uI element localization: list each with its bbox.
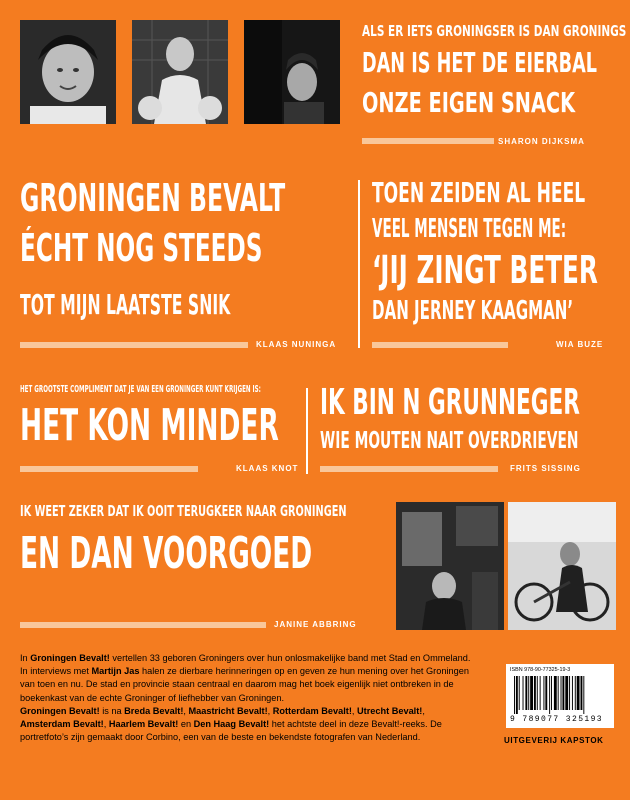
blurb-book-title: Groningen Bevalt! [30, 653, 110, 663]
quote-1-author: SHARON DIJKSMA [498, 137, 585, 146]
barcode-bar [551, 676, 552, 710]
blurb-text: In [20, 653, 31, 663]
quote-2-line-1: GRONINGEN BEVALT [20, 176, 286, 220]
quote-2-accent-bar [20, 342, 248, 348]
blurb-text: is na [99, 705, 125, 716]
barcode-bar [540, 676, 541, 710]
publisher-name: UITGEVERIJ KAPSTOK [504, 736, 604, 745]
blurb-author-name: Martijn Jas [91, 666, 140, 677]
blurb-text: , [267, 705, 273, 716]
quote-4-line-2: HET KON MINDER [20, 400, 279, 451]
blurb-series-title: Rotterdam Bevalt! [272, 705, 352, 716]
barcode-bar [569, 676, 570, 710]
quote-3-line-3: ‘JIJ ZINGT BETER [372, 248, 598, 292]
blurb-text: het achtste deel in deze Bevalt!-reeks. De portretfoto’s zijn gemaakt door Corbino, een van de beste en bekendste fotografen van Nederland. [20, 719, 442, 743]
barcode-bar [558, 676, 559, 710]
barcode-bar [562, 676, 564, 710]
quote-4-line-1: HET GROOTSTE COMPLIMENT DAT JE VAN EEN GRONINGER KUNT KRIJGEN IS: [20, 384, 261, 395]
quote-3-line-4: DAN JERNEY KAAGMAN’ [372, 296, 574, 326]
isbn-label: ISBN 978-90-77325-19-3 [510, 667, 571, 673]
blurb-series-title: Utrecht Bevalt! [357, 705, 423, 716]
quote-4-author: KLAAS KNOT [236, 464, 299, 473]
barcode-bar [519, 676, 520, 710]
quote-2-line-3: TOT MIJN LAATSTE SNIK [20, 288, 231, 321]
barcode-bar [545, 676, 547, 710]
blurb-text: vertellen 33 geboren Groningers over hun onlosmakelijke band met Stad en Ommeland. In interviews met [20, 653, 471, 677]
barcode-bar [537, 676, 538, 710]
quote-6-line-2: EN DAN VOORGOED [20, 528, 313, 579]
quote-1-accent-bar [362, 138, 494, 144]
quote-1-line-3: ONZE EIGEN SNACK [362, 86, 576, 119]
barcode-bar [514, 676, 515, 714]
blurb-series-title: Haarlem Bevalt! [108, 719, 179, 730]
back-cover-blurb [20, 652, 474, 744]
isbn-digits: 9 789077 325193 [510, 715, 604, 724]
portrait-photo-3 [244, 20, 340, 124]
quote-6-line-1: IK WEET ZEKER DAT IK OOIT TERUGKEER NAAR GRONINGEN [20, 502, 347, 520]
quote-4-accent-bar [20, 466, 198, 472]
quote-6-accent-bar [20, 622, 266, 628]
barcode-bar [575, 676, 576, 710]
quote-5-accent-bar [320, 466, 498, 472]
barcode-bar [530, 676, 533, 710]
barcode-bar [554, 676, 557, 710]
barcode-bar [565, 676, 568, 710]
blurb-series-title: Den Haag Bevalt! [193, 719, 270, 730]
barcode-bar [577, 676, 580, 710]
quote-3-line-1: TOEN ZEIDEN AL HEEL [372, 176, 586, 209]
quote-3-author: WIA BUZE [556, 340, 604, 349]
quote-1-line-1: ALS ER IETS GRONINGSER IS DAN GRONINGS [362, 22, 627, 40]
portrait-photo-5 [508, 502, 616, 630]
barcode-bar [561, 676, 562, 710]
quote-1-line-2: DAN IS HET DE EIERBAL [362, 46, 598, 79]
quote-5-author: FRITS SISSING [510, 464, 581, 473]
barcode-bar [534, 676, 536, 710]
barcode-bar [543, 676, 544, 710]
blurb-text: en [178, 719, 194, 730]
barcode-bar [516, 676, 518, 714]
barcode-bar [583, 676, 584, 714]
barcode-bar [549, 676, 550, 714]
blurb-text: halen ze dierbare herinneringen op en geven ze hun mening over het Groningen van toen en nu. De stad en provincie staan centraal en daarom mag het boek eigenlijk niet ontbreken in de boekenkast van de echte Groninger of liefhebber van Groningen. [20, 666, 469, 703]
quote-2-line-2: ÉCHT NOG STEEDS [20, 226, 263, 270]
blurb-series-title: Amsterdam Bevalt! [20, 719, 104, 730]
blurb-text: , [183, 705, 189, 716]
blurb-series-title: Breda Bevalt! [124, 705, 184, 716]
blurb-text: , [422, 705, 425, 716]
barcode-bars [514, 676, 610, 714]
divider-vertical-2 [306, 388, 308, 474]
blurb-book-title: Groningen Bevalt! [20, 705, 100, 716]
portrait-photo-4 [396, 502, 504, 630]
blurb-text: , [103, 719, 109, 730]
quote-3-accent-bar [372, 342, 508, 348]
portrait-photo-2 [132, 20, 228, 124]
blurb-text: , [351, 705, 357, 716]
barcode-bar [572, 676, 573, 710]
barcode-bar [581, 676, 583, 710]
portrait-photo-1 [20, 20, 116, 124]
blurb-series-title: Maastricht Bevalt! [188, 705, 268, 716]
barcode-bar [528, 676, 529, 710]
barcode-bar [525, 676, 527, 710]
quote-3-line-2: VEEL MENSEN TEGEN ME: [372, 214, 567, 244]
quote-2-author: KLAAS NUNINGA [256, 340, 337, 349]
quote-5-line-2: WIE MOUTEN NAIT OVERDRIEVEN [320, 428, 579, 454]
quote-6-author: JANINE ABBRING [274, 620, 357, 629]
isbn-barcode [506, 664, 614, 728]
barcode-bar [523, 676, 524, 710]
divider-vertical-1 [358, 180, 360, 348]
quote-5-line-1: IK BIN N GRUNNEGER [320, 382, 580, 423]
